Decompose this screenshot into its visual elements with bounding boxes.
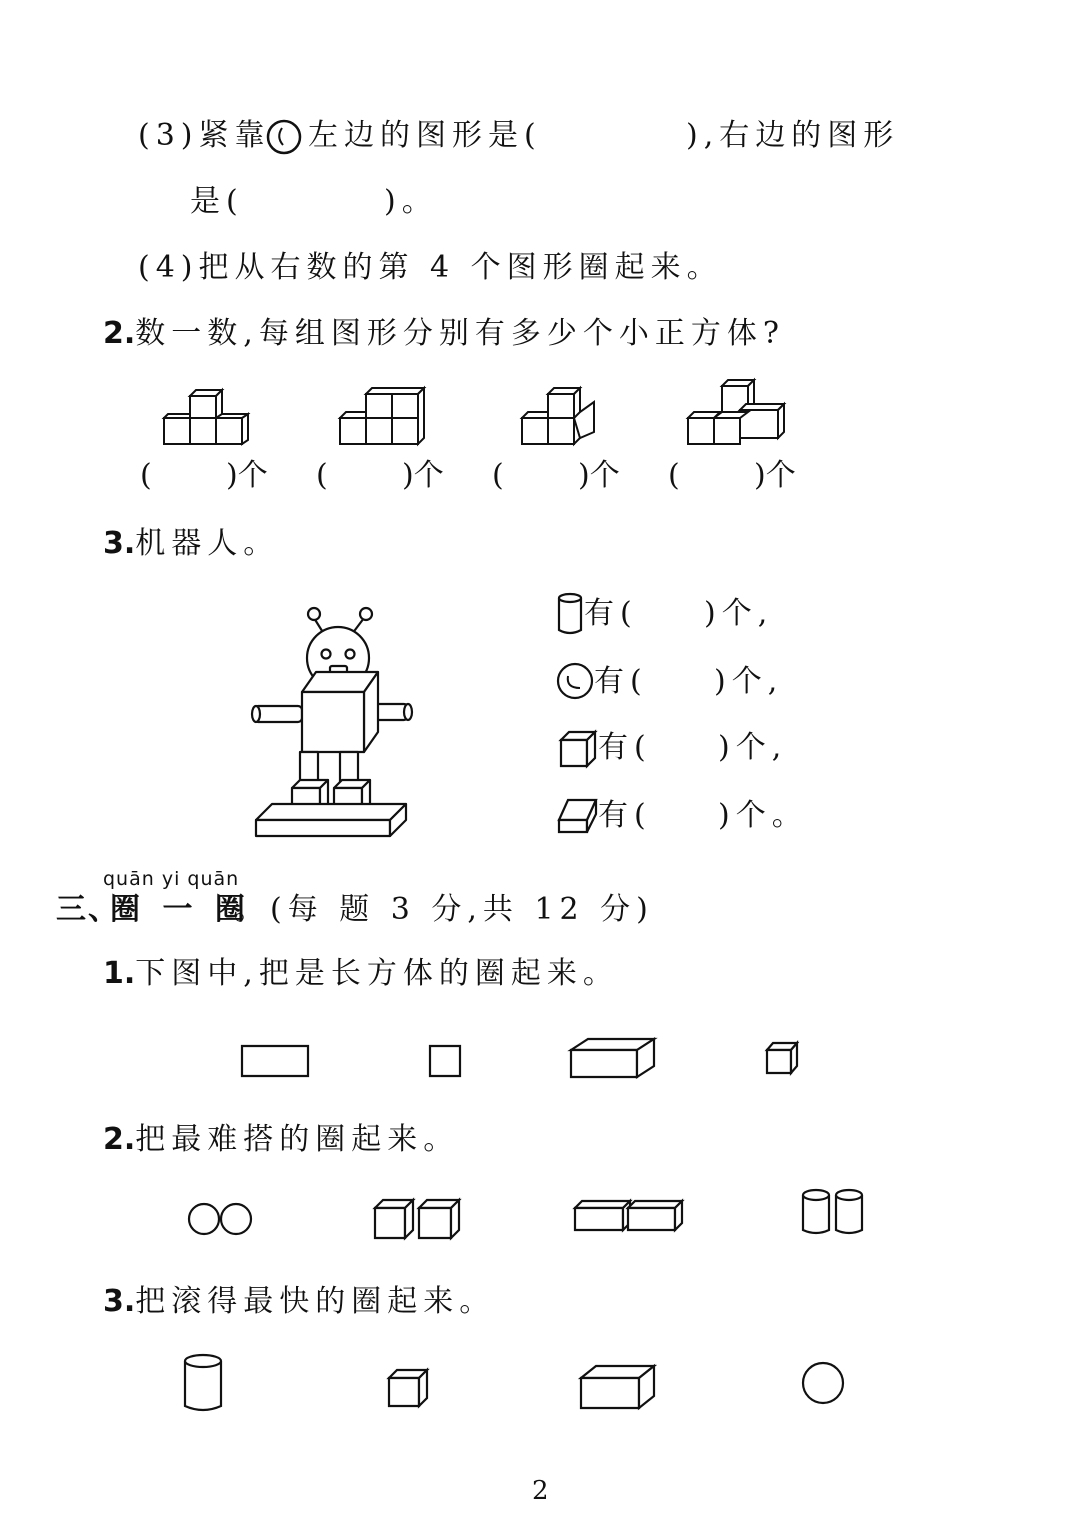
- two-spheres: [186, 1200, 256, 1238]
- s3q1-title: [103, 954, 619, 994]
- q1-3-line2-end: )。: [384, 184, 438, 219]
- robot-count-2-close: )个,: [714, 664, 784, 699]
- cube-group-2: [336, 382, 431, 448]
- cuboid-shape: [578, 1362, 658, 1412]
- s3q3-number: 3.: [103, 1284, 136, 1319]
- section3-number: 三、: [56, 892, 120, 927]
- cube-group-1: [160, 386, 255, 448]
- q2-text: 数一数,每组图形分别有多少个小正方体?: [135, 316, 785, 351]
- cylinder-shape: [182, 1352, 224, 1416]
- robot-illustration: [248, 604, 412, 840]
- cuboid-icon: [556, 794, 598, 836]
- robot-count-4-label: 有(: [598, 798, 652, 833]
- s3q2-number: 2.: [103, 1122, 136, 1157]
- robot-count-4-close: )个。: [718, 798, 808, 833]
- cylinder-icon: [556, 592, 584, 636]
- q2-answer-4-open: (: [668, 458, 680, 493]
- cube-group-3: [518, 382, 598, 448]
- section3-title: 圈 一 圈: [110, 892, 251, 927]
- cube-group-4: [684, 378, 788, 448]
- section3-score: 。(每 题 3 分,共 12 分): [234, 892, 654, 927]
- cube-shape: [764, 1040, 800, 1076]
- q1-3-line2-start: 是(: [190, 184, 244, 219]
- rectangle-shape: [240, 1044, 310, 1078]
- q1-4-text: (4)把从右数的第 4 个图形圈起来。: [138, 250, 723, 285]
- robot-count-3-close: )个,: [718, 730, 788, 765]
- robot-count-2-label: 有(: [594, 664, 648, 699]
- s3q3-text: 把滚得最快的圈起来。: [135, 1284, 496, 1319]
- two-cuboids: [572, 1198, 688, 1234]
- q2-answer-4-close: )个: [754, 458, 796, 493]
- q3-title: [103, 524, 279, 564]
- q1-3-after: ),右边的图形: [686, 118, 900, 153]
- s3q2-text: 把最难搭的圈起来。: [135, 1122, 460, 1157]
- sphere-icon: [266, 119, 302, 155]
- s3q3-title: [103, 1282, 495, 1322]
- q3-number: 3.: [103, 526, 136, 561]
- cube-icon: [558, 728, 598, 768]
- q2-answer-1-close: )个: [226, 458, 268, 493]
- q1-3-prefix: (3)紧靠: [138, 118, 271, 153]
- s3q2-title: [103, 1120, 459, 1160]
- q2-answer-2-close: )个: [402, 458, 444, 493]
- q2-answer-3-open: (: [492, 458, 504, 493]
- section3-pinyin: quān yi quān: [103, 868, 240, 890]
- square-shape: [428, 1044, 462, 1078]
- q1-3-mid: 左边的图形是(: [308, 118, 542, 153]
- s3q1-text: 下图中,把是长方体的圈起来。: [135, 956, 619, 991]
- q2-number: 2.: [103, 316, 136, 351]
- cube-shape: [386, 1366, 430, 1410]
- page-number: 2: [532, 1476, 549, 1506]
- cuboid-shape: [568, 1036, 658, 1080]
- robot-count-3-label: 有(: [598, 730, 652, 765]
- q2-title: [103, 314, 785, 354]
- s3q1-number: 1.: [103, 956, 136, 991]
- robot-count-1-label: 有(: [584, 596, 638, 631]
- robot-count-1-close: )个,: [704, 596, 774, 631]
- two-cubes: [372, 1196, 464, 1242]
- q2-answer-2-open: (: [316, 458, 328, 493]
- sphere-shape: [800, 1360, 846, 1406]
- q2-answer-3-close: )个: [578, 458, 620, 493]
- q2-answer-1-open: (: [140, 458, 152, 493]
- sphere-icon: [556, 662, 594, 700]
- q3-text: 机器人。: [135, 526, 280, 561]
- two-cylinders: [800, 1188, 868, 1238]
